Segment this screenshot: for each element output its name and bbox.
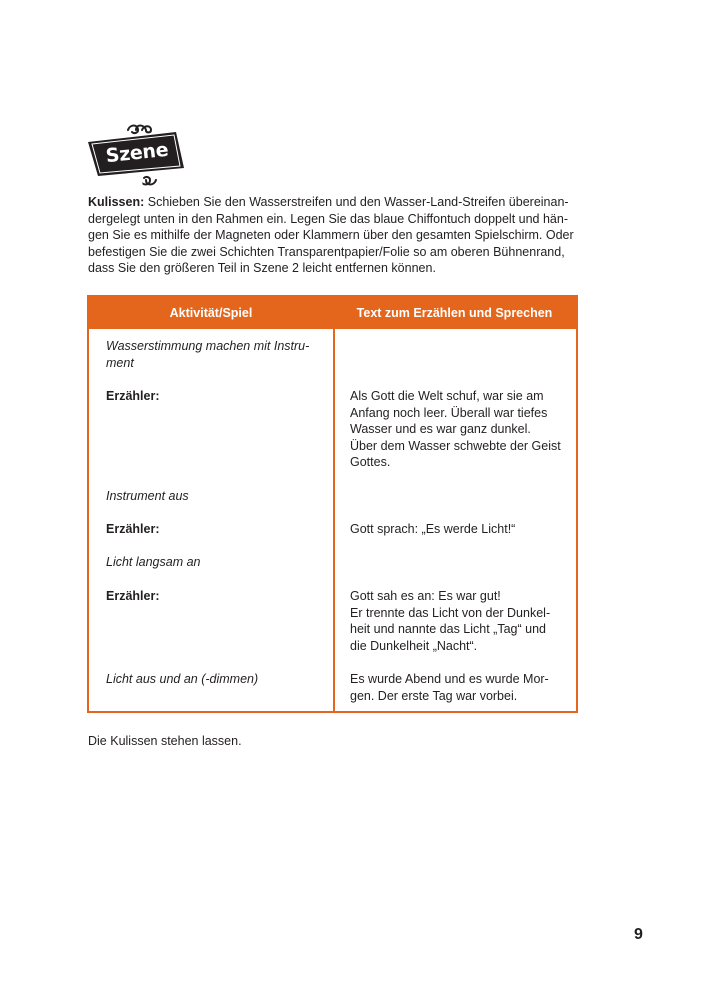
speaker-label: Erzähler: — [106, 389, 160, 403]
setup-line: Schieben Sie den Wasserstreifen und den Wasser-Land-Streifen übereinan- — [144, 195, 569, 209]
narration-cell — [350, 671, 570, 704]
scene-title: Szene 1 — [104, 138, 170, 197]
script-table — [87, 295, 578, 713]
table-header — [89, 297, 576, 329]
speaker-label: Erzähler: — [106, 522, 160, 536]
setup-instructions — [88, 194, 580, 277]
narration-cell — [350, 388, 570, 471]
narration-line: Es wurde Abend und es wurde Mor- — [350, 672, 549, 686]
narration-line: Gott sah es an: Es war gut! — [350, 589, 501, 603]
column-divider — [333, 329, 335, 713]
activity-cell: Licht langsam an — [106, 555, 201, 569]
narration-line: Gottes. — [350, 455, 391, 470]
narration-line: Über dem Wasser schwebte der Geist — [350, 438, 561, 453]
narration-cell: Gott sprach: „Es werde Licht!“ — [350, 522, 516, 536]
speaker-label: Erzähler: — [106, 589, 160, 603]
setup-label: Kulissen: — [88, 195, 145, 209]
narration-line: heit und nannte das Licht „Tag“ und — [350, 622, 546, 637]
narration-line: Wasser und es war ganz dunkel. — [350, 422, 531, 437]
setup-line: dergelegt unten in den Rahmen ein. Legen Sie das blaue Chiffontuch doppelt und hän- — [88, 211, 568, 226]
header-narration: Text zum Erzählen und Sprechen — [356, 306, 553, 320]
activity-cell — [106, 338, 326, 371]
closing-note: Die Kulissen stehen lassen. — [88, 734, 242, 748]
activity-line: Wasserstimmung machen mit Instru- — [106, 339, 310, 353]
setup-line: befestigen Sie die zwei Schichten Transparentpapier/Folie so am oberen Bühnenrand, — [88, 244, 565, 259]
narration-line: die Dunkelheit „Nacht“. — [350, 638, 478, 653]
narration-line: Als Gott die Welt schuf, war sie am — [350, 389, 544, 403]
header-activity: Aktivität/Spiel — [169, 306, 253, 320]
narration-cell — [350, 588, 570, 654]
page-number: 9 — [634, 926, 643, 943]
narration-line: Anfang noch leer. Überall war tiefes — [350, 405, 548, 420]
activity-cell: Licht aus und an (-dimmen) — [106, 672, 259, 686]
setup-line: gen Sie es mithilfe der Magneten oder Klammern über den gesamten Spielschirm. Oder — [88, 228, 574, 243]
narration-line: Er trennte das Licht von der Dunkel- — [350, 605, 551, 620]
activity-cell: Instrument aus — [106, 489, 189, 503]
setup-line: dass Sie den größeren Teil in Szene 2 leicht entfernen können. — [88, 261, 436, 276]
activity-line: ment — [106, 355, 134, 370]
narration-line: gen. Der erste Tag war vorbei. — [350, 688, 518, 703]
